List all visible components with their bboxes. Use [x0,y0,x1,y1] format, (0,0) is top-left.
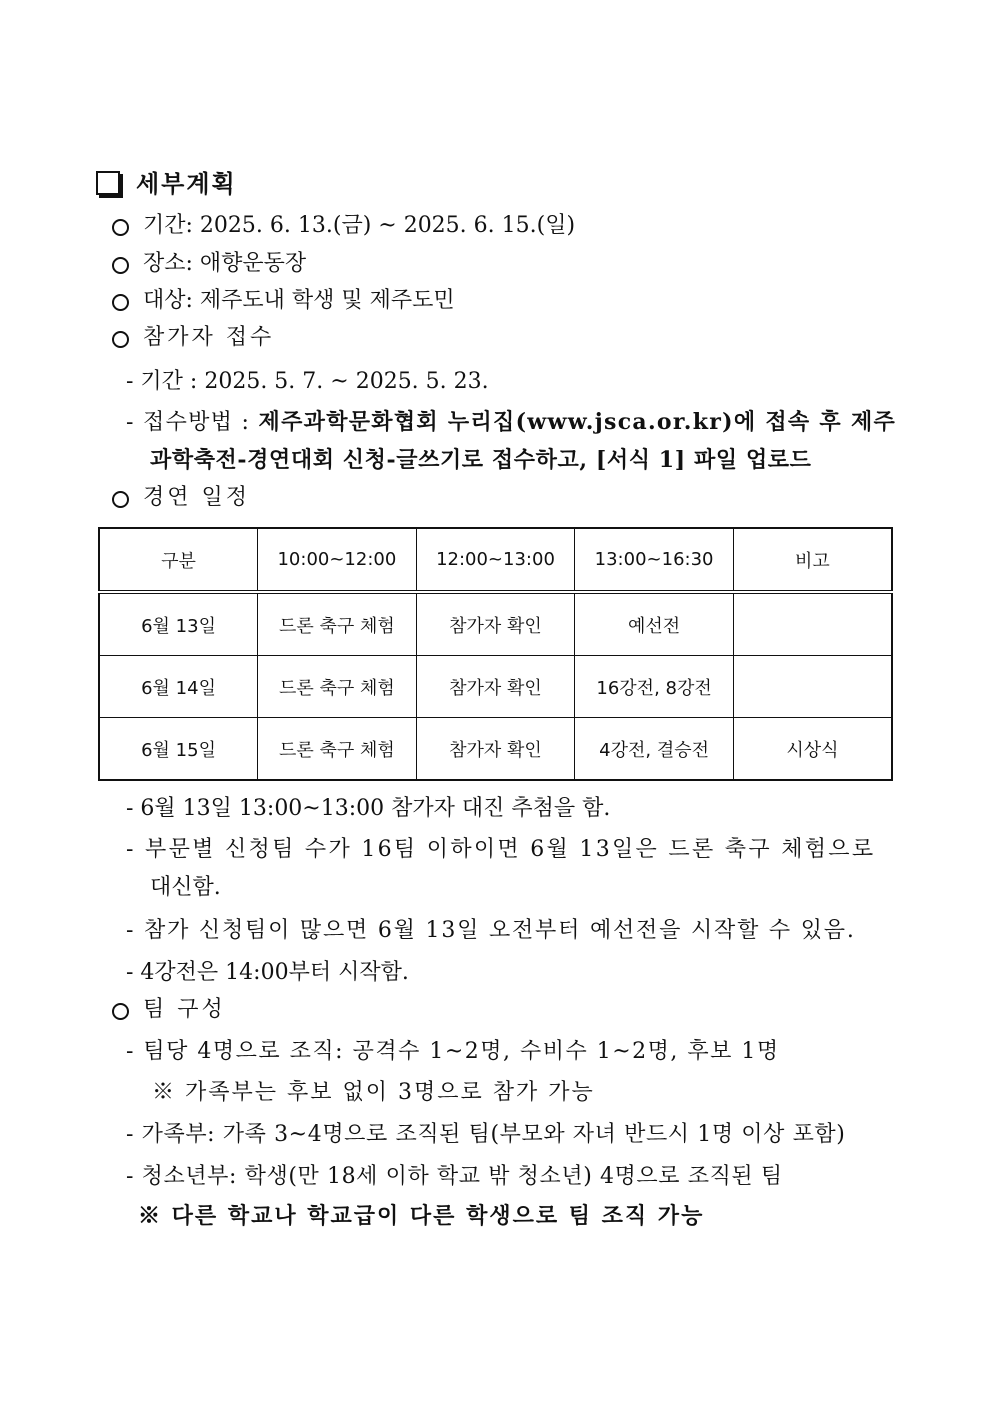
schedule-item [112,484,250,512]
note-draw: - 6월 13일 13:00~13:00 참가자 대진 추첨을 함. [126,796,611,821]
table-cell: 예선전 [575,592,734,656]
table-cell: 드론 축구 체험 [258,718,417,781]
place-text: 장소: 애향운동장 [143,251,307,276]
table-cell: 시상식 [733,718,892,781]
circle-bullet-icon [112,1003,129,1020]
reg-method-label: - 접수방법 : [126,410,259,435]
team-item [112,996,226,1024]
table-header-cell: 13:00~16:30 [575,528,734,592]
reg-method [126,408,896,437]
table-row [99,656,892,718]
circle-bullet-icon [112,491,129,508]
schedule-title: 경연 일정 [143,485,251,510]
table-header-cell: 12:00~13:00 [416,528,575,592]
circle-bullet-icon [112,219,129,236]
section-title: 세부계획 [136,169,237,198]
table-cell: 6월 15일 [99,718,258,781]
table-header-cell: 10:00~12:00 [258,528,417,592]
table-cell [733,592,892,656]
table-cell: 드론 축구 체험 [258,656,417,718]
table-header-row [99,528,892,592]
table-cell: 참가자 확인 [416,718,575,781]
circle-bullet-icon [112,294,129,311]
period-item [112,212,575,240]
table-cell: 6월 13일 [99,592,258,656]
note-substitute-line2: 대신함. [150,875,221,900]
table-cell: 4강전, 결승전 [575,718,734,781]
table-header-cell: 비고 [733,528,892,592]
reg-method-line1: 제주과학문화협회 누리집(www.jsca.or.kr)에 접속 후 제주 [258,409,897,435]
registration-text: 참가자 접수 [143,325,275,350]
place-item [112,250,306,278]
team-family: - 가족부: 가족 3~4명으로 조직된 팀(부모와 자녀 반드시 1명 이상 포함) [126,1122,846,1147]
table-cell [733,656,892,718]
schedule-table [98,527,893,781]
table-header-cell: 구분 [99,528,258,592]
reg-method-line2: 과학축전-경연대회 신청-글쓰기로 접수하고, [서식 1] 파일 업로드 [150,447,812,473]
registration-item [112,324,274,352]
team-final-note: ※ 다른 학교나 학교급이 다른 학생으로 팀 조직 가능 [138,1203,705,1229]
table-row [99,592,892,656]
square-bullet-icon [96,171,120,195]
team-family-note: ※ 가족부는 후보 없이 3명으로 참가 가능 [152,1080,595,1105]
period-text: 기간: 2025. 6. 13.(금) ~ 2025. 6. 15.(일) [143,213,576,238]
target-text: 대상: 제주도내 학생 및 제주도민 [143,288,455,313]
team-composition: - 팀당 4명으로 조직: 공격수 1~2명, 수비수 1~2명, 후보 1명 [126,1039,780,1064]
table-cell: 참가자 확인 [416,592,575,656]
table-cell: 드론 축구 체험 [258,592,417,656]
circle-bullet-icon [112,331,129,348]
note-substitute-line1: - 부문별 신청팀 수가 16팀 이하이면 6월 13일은 드론 축구 체험으로 [126,837,876,862]
table-cell: 6월 14일 [99,656,258,718]
circle-bullet-icon [112,257,129,274]
target-item [112,287,455,315]
section-heading [96,170,237,198]
reg-period: - 기간 : 2025. 5. 7. ~ 2025. 5. 23. [126,369,489,394]
table-row [99,718,892,781]
team-youth: - 청소년부: 학생(만 18세 이하 학교 밖 청소년) 4명으로 조직된 팀 [126,1164,783,1189]
table-cell: 참가자 확인 [416,656,575,718]
team-title: 팀 구성 [143,997,226,1022]
table-cell: 16강전, 8강전 [575,656,734,718]
note-early-start: - 참가 신청팀이 많으면 6월 13일 오전부터 예선전을 시작할 수 있음. [126,918,856,943]
note-semifinal: - 4강전은 14:00부터 시작함. [126,960,409,985]
